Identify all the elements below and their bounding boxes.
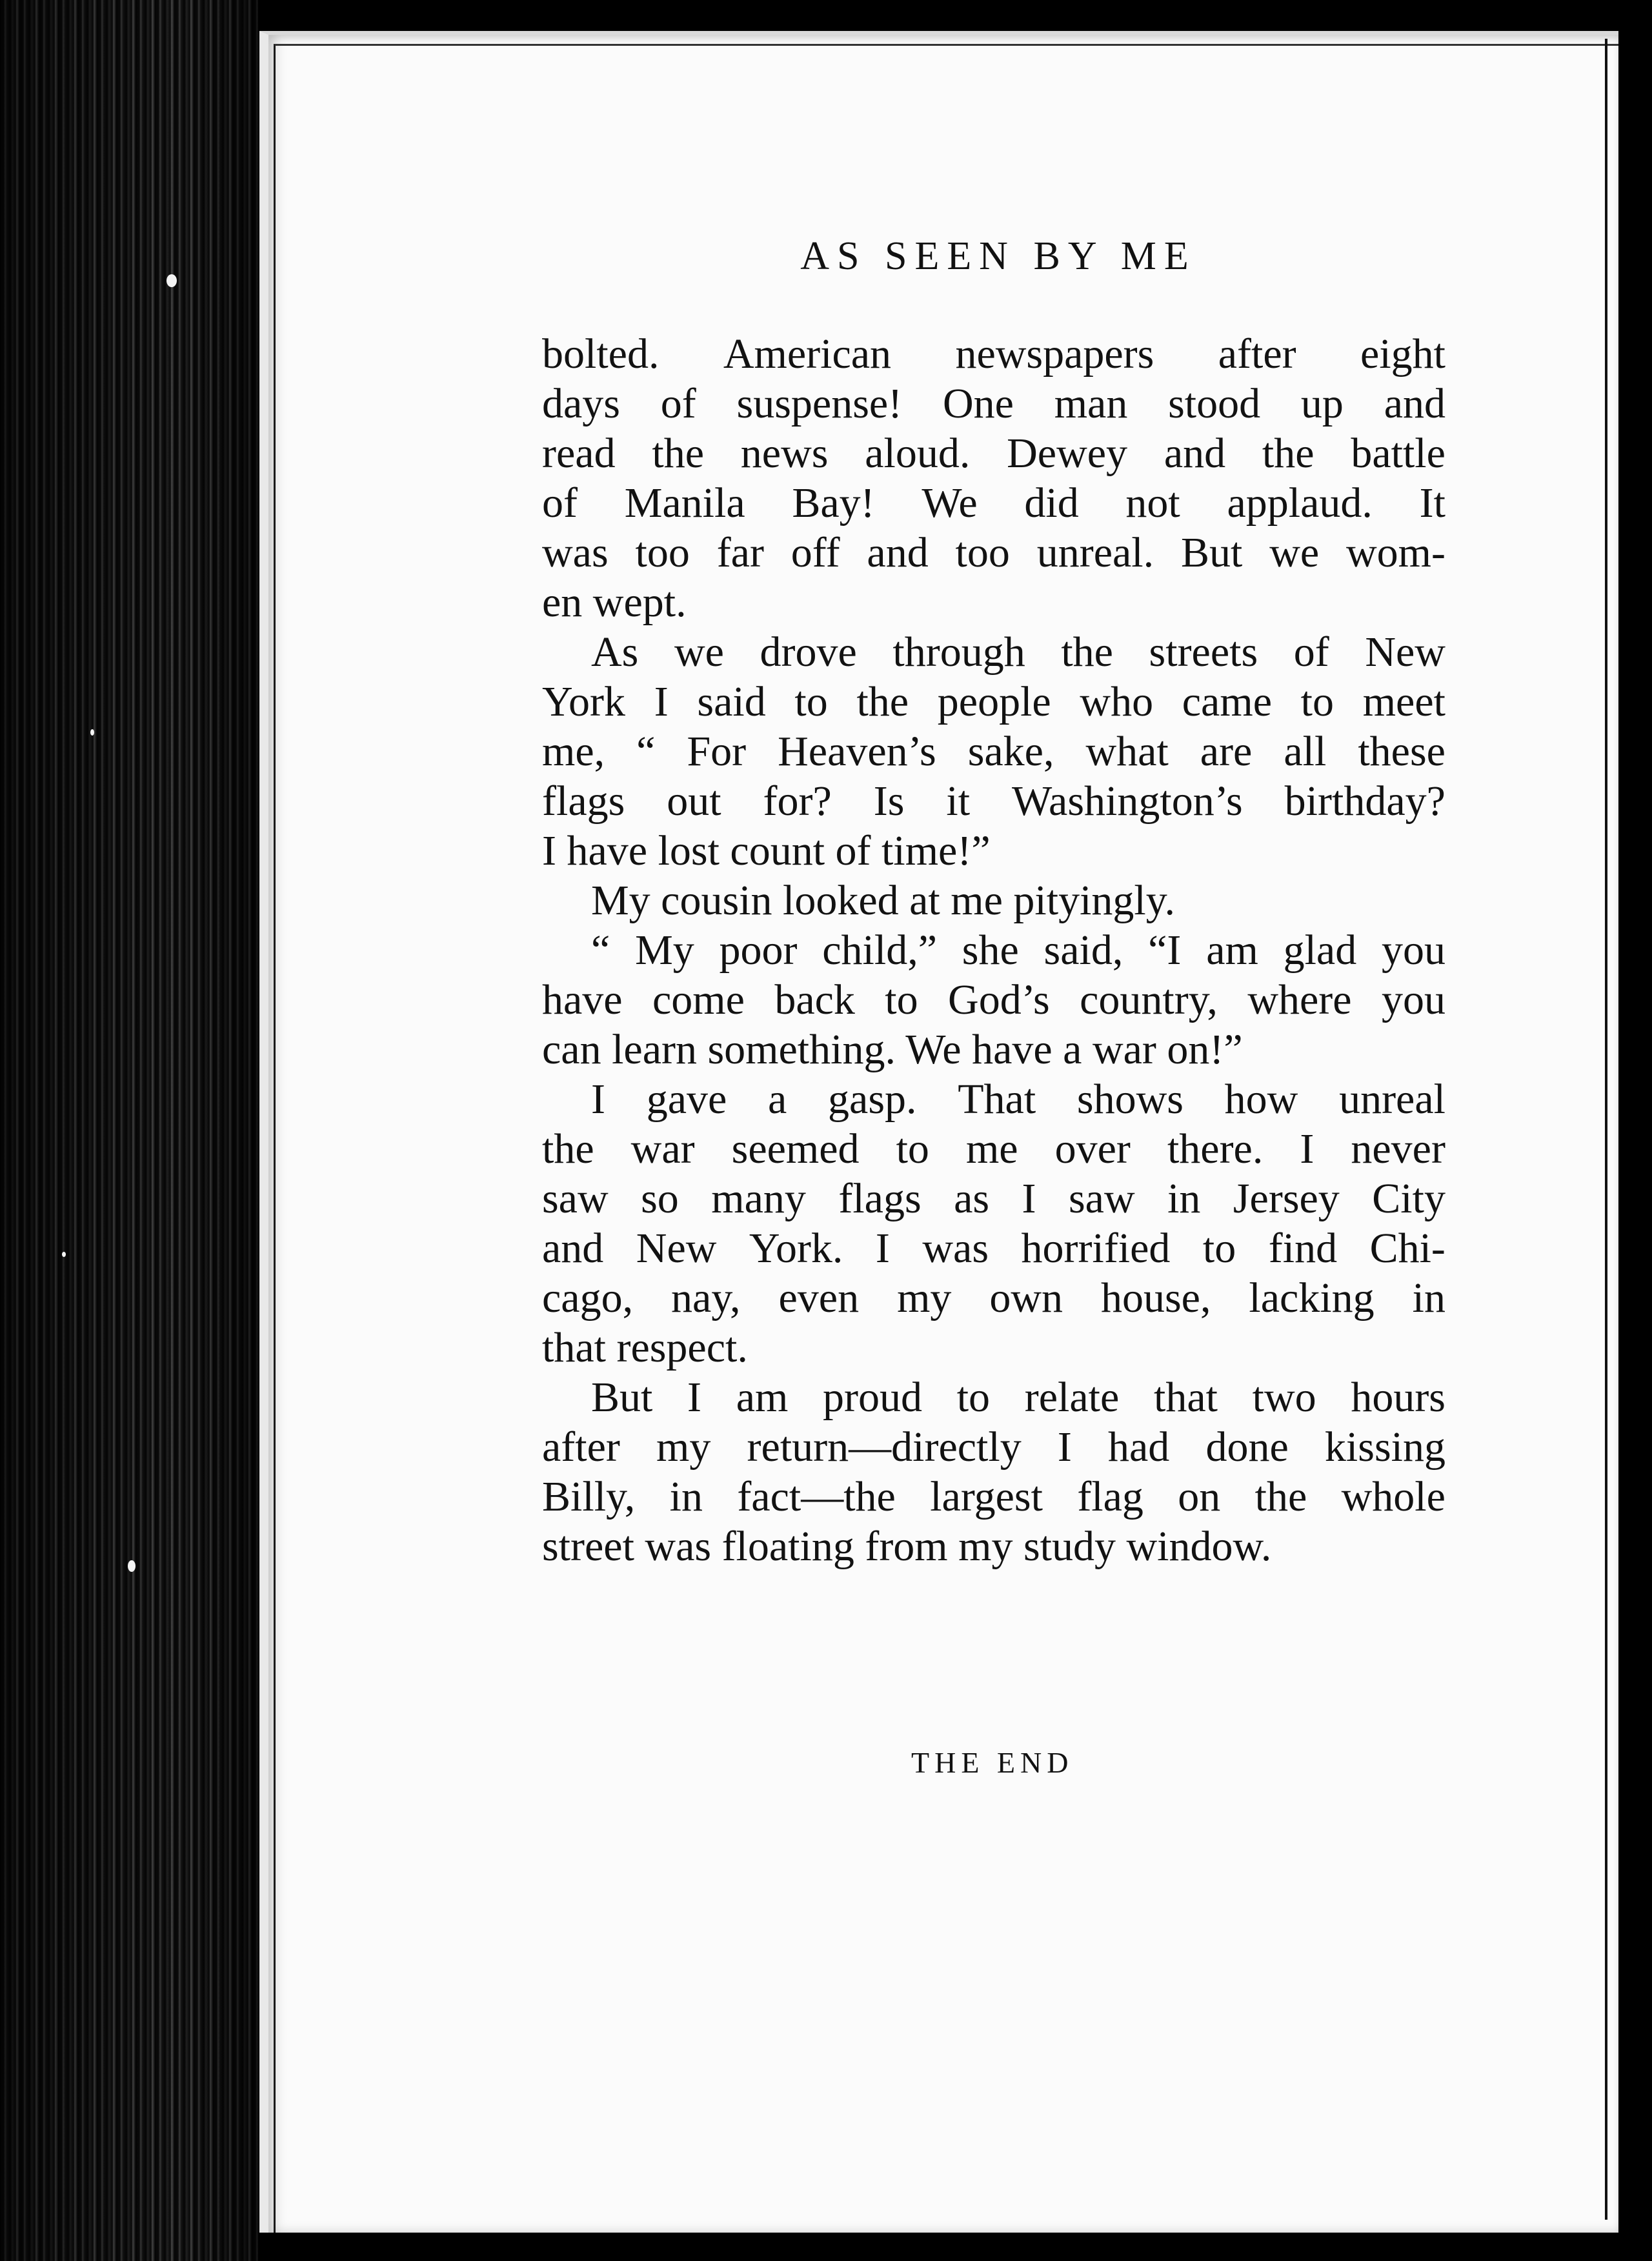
word: back — [774, 976, 855, 1023]
word: child,” — [822, 927, 938, 974]
text-line — [542, 1422, 1446, 1472]
word: American — [723, 330, 892, 377]
text-line: that respect. — [542, 1324, 748, 1371]
word: too — [635, 529, 690, 576]
word: God’s — [948, 976, 1050, 1023]
word: not — [1125, 479, 1180, 527]
word: through — [892, 628, 1025, 676]
text-line — [542, 528, 1446, 578]
word: hours — [1351, 1374, 1446, 1421]
word: shows — [1076, 1076, 1184, 1123]
word: who — [1080, 678, 1154, 725]
word: flags — [542, 778, 625, 825]
word: Chi- — [1369, 1225, 1446, 1272]
text-line — [542, 1472, 1446, 1522]
word: fact—the — [737, 1473, 896, 1520]
word: the — [542, 1125, 594, 1172]
word: the — [652, 430, 704, 477]
word: my — [656, 1423, 711, 1471]
word: applaud. — [1227, 479, 1373, 527]
word: cago, — [542, 1274, 634, 1321]
binding-shadow — [0, 0, 258, 2261]
word: saw — [542, 1175, 609, 1222]
word: nay, — [671, 1274, 741, 1321]
word: “ — [591, 927, 610, 974]
word: over — [1054, 1125, 1131, 1172]
word: in — [669, 1473, 703, 1520]
word: she — [962, 927, 1019, 974]
word: drove — [760, 628, 857, 676]
word: are — [1200, 728, 1253, 775]
word: meet — [1362, 678, 1446, 725]
word: saw — [1068, 1175, 1135, 1222]
word: I — [687, 1374, 702, 1421]
word: I — [875, 1225, 890, 1272]
word: done — [1205, 1423, 1289, 1471]
word: But — [1180, 529, 1243, 576]
word: proud — [823, 1374, 923, 1421]
word: bolted. — [542, 330, 660, 377]
word: kissing — [1324, 1423, 1446, 1471]
word: to — [896, 1125, 929, 1172]
text-line — [542, 776, 1446, 826]
word: gasp. — [828, 1076, 917, 1123]
text-line: can learn something. We have a war on!” — [542, 1026, 1243, 1073]
word: and — [1384, 380, 1446, 427]
word: “I — [1148, 927, 1182, 974]
word: to — [956, 1374, 991, 1421]
word: as — [954, 1175, 990, 1222]
word: lacking — [1249, 1274, 1375, 1321]
word: Is — [873, 778, 905, 825]
word: and — [1163, 430, 1226, 477]
word: am — [1206, 927, 1258, 974]
text-line: I have lost count of time!” — [542, 827, 991, 874]
word: return—directly — [747, 1423, 1022, 1471]
word: For — [687, 728, 747, 775]
text-line: street was floating from my study window. — [542, 1523, 1272, 1570]
word: My — [635, 927, 694, 974]
word: was — [542, 529, 609, 576]
word: these — [1358, 728, 1446, 775]
word: I — [1057, 1423, 1072, 1471]
dust-speck — [62, 1252, 66, 1257]
word: eight — [1360, 330, 1446, 377]
text-line — [542, 478, 1446, 528]
word: I — [1300, 1125, 1315, 1172]
word: two — [1252, 1374, 1316, 1421]
word: One — [942, 380, 1014, 427]
word: in — [1167, 1175, 1201, 1222]
running-head: AS SEEN BY ME — [800, 234, 1196, 278]
text-line — [542, 1223, 1446, 1273]
word: aloud. — [865, 430, 971, 477]
word: York — [542, 678, 626, 725]
text-line — [542, 1273, 1446, 1323]
word: am — [736, 1374, 789, 1421]
word: all — [1284, 728, 1327, 775]
word: have — [542, 976, 623, 1023]
word: news — [740, 430, 829, 477]
word: poor — [719, 927, 798, 974]
word: in — [1412, 1274, 1446, 1321]
word: too — [955, 529, 1010, 576]
word: to — [794, 678, 828, 725]
word: to — [1300, 678, 1335, 725]
word: Billy, — [542, 1473, 636, 1520]
word: many — [711, 1175, 806, 1222]
word: where — [1247, 976, 1352, 1023]
word: But — [591, 1374, 653, 1421]
dust-speck — [128, 1560, 136, 1572]
word: and — [542, 1225, 604, 1272]
the-end-label: THE END — [911, 1746, 1074, 1779]
body-text — [542, 329, 1446, 1571]
word: people — [937, 678, 1051, 725]
word: of — [660, 380, 696, 427]
word: house, — [1100, 1274, 1211, 1321]
word: days — [542, 380, 620, 427]
word: to — [885, 976, 918, 1023]
word: out — [667, 778, 721, 825]
word: we — [1269, 529, 1320, 576]
word: war — [630, 1125, 695, 1172]
word: New — [636, 1225, 717, 1272]
word: I — [591, 1076, 605, 1123]
text-line — [542, 1124, 1446, 1174]
word: man — [1054, 380, 1128, 427]
word: largest — [930, 1473, 1043, 1520]
word: City — [1372, 1175, 1446, 1222]
word: find — [1268, 1225, 1338, 1272]
word: relate — [1024, 1374, 1120, 1421]
word: stood — [1168, 380, 1261, 427]
word: far — [716, 529, 764, 576]
word: never — [1351, 1125, 1446, 1172]
word: own — [989, 1274, 1063, 1321]
word: I — [1022, 1175, 1036, 1222]
text-line — [542, 1074, 1446, 1124]
word: of — [542, 479, 578, 527]
word: Washington’s — [1012, 778, 1243, 825]
word: Bay! — [792, 479, 875, 527]
word: how — [1224, 1076, 1298, 1123]
word: the — [1061, 628, 1113, 676]
word: up — [1300, 380, 1344, 427]
word: my — [897, 1274, 952, 1321]
text-line — [542, 428, 1446, 478]
word: seemed — [731, 1125, 860, 1172]
word: said, — [1043, 927, 1123, 974]
word: New — [1365, 628, 1446, 676]
word: “ — [636, 728, 656, 775]
word: That — [958, 1076, 1036, 1123]
word: unreal. — [1036, 529, 1154, 576]
word: unreal — [1339, 1076, 1446, 1123]
word: on — [1178, 1473, 1221, 1520]
word: the — [856, 678, 909, 725]
text-line — [542, 727, 1446, 776]
word: off — [791, 529, 840, 576]
page-right-edge — [1605, 39, 1607, 2220]
word: Manila — [624, 479, 745, 527]
word: suspense! — [736, 380, 903, 427]
text-line: My cousin looked at me pityingly. — [591, 877, 1175, 924]
word: flag — [1077, 1473, 1143, 1520]
word: we — [674, 628, 724, 676]
word: We — [922, 479, 978, 527]
word: that — [1153, 1374, 1218, 1421]
word: I — [654, 678, 669, 725]
word: me — [965, 1125, 1018, 1172]
word: Dewey — [1007, 430, 1128, 477]
word: a — [768, 1076, 787, 1123]
text-line: en wept. — [542, 579, 687, 626]
word: Heaven’s — [778, 728, 936, 775]
text-line — [542, 329, 1446, 379]
word: whole — [1341, 1473, 1446, 1520]
text-line — [542, 627, 1446, 677]
word: newspapers — [955, 330, 1154, 377]
word: had — [1108, 1423, 1170, 1471]
word: glad — [1283, 927, 1357, 974]
word: after — [542, 1423, 620, 1471]
word: country, — [1080, 976, 1218, 1023]
text-line — [542, 1372, 1446, 1422]
word: read — [542, 430, 616, 477]
word: come — [652, 976, 745, 1023]
word: of — [1293, 628, 1329, 676]
dust-speck — [90, 729, 94, 736]
word: what — [1085, 728, 1169, 775]
word: birthday? — [1284, 778, 1446, 825]
word: even — [778, 1274, 860, 1321]
word: was — [922, 1225, 989, 1272]
word: York. — [749, 1225, 843, 1272]
word: did — [1024, 479, 1079, 527]
word: to — [1202, 1225, 1236, 1272]
word: said — [697, 678, 766, 725]
dust-speck — [166, 274, 177, 287]
word: It — [1419, 479, 1446, 527]
word: and — [867, 529, 929, 576]
word: streets — [1149, 628, 1258, 676]
word: you — [1382, 927, 1446, 974]
word: the — [1262, 430, 1315, 477]
word: sake, — [967, 728, 1054, 775]
word: for? — [763, 778, 832, 825]
word: after — [1218, 330, 1296, 377]
word: you — [1381, 976, 1446, 1023]
text-line — [542, 975, 1446, 1025]
word: wom- — [1346, 529, 1446, 576]
word: so — [641, 1175, 679, 1222]
word: me, — [542, 728, 605, 775]
word: horrified — [1021, 1225, 1171, 1272]
word: it — [946, 778, 971, 825]
text-line — [542, 677, 1446, 727]
text-line — [542, 1174, 1446, 1223]
word: there. — [1167, 1125, 1264, 1172]
word: the — [1254, 1473, 1307, 1520]
word: gave — [646, 1076, 727, 1123]
word: came — [1182, 678, 1272, 725]
word: battle — [1351, 430, 1446, 477]
word: Jersey — [1233, 1175, 1340, 1222]
text-line — [542, 379, 1446, 428]
word: flags — [838, 1175, 922, 1222]
text-line — [542, 925, 1446, 975]
word: As — [591, 628, 639, 676]
